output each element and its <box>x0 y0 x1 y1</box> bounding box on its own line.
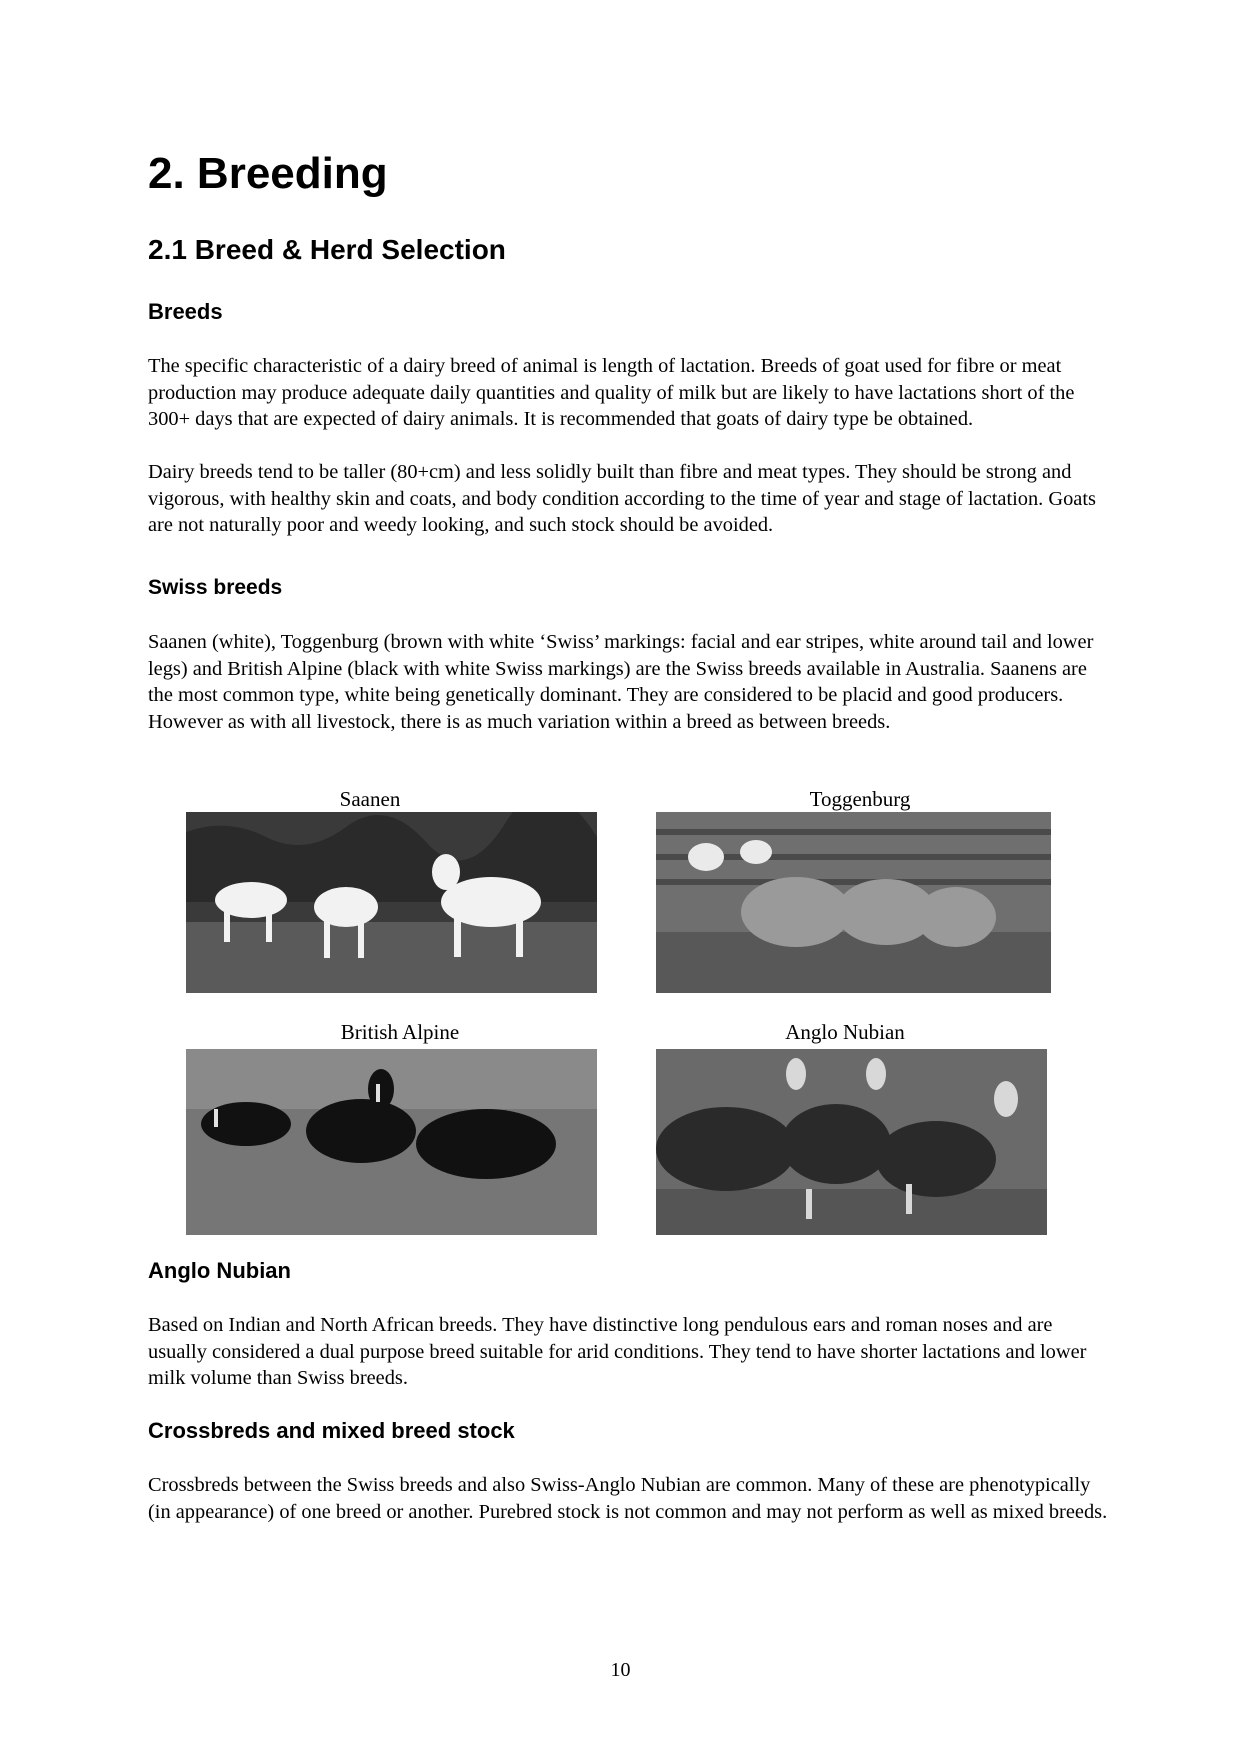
breeds-paragraph-2: Dairy breeds tend to be taller (80+cm) and less solidly built than fibre and meat types. They should be strong and vigorous, with healthy skin and coats, and body condition according to the time of year and stage of lactation. Goats are not naturally poor and weedy looking, and such stock should be avoided. <box>148 461 1096 537</box>
toggenburg-caption: Toggenburg <box>809 787 911 811</box>
saanen-caption: Saanen <box>339 787 401 811</box>
swiss-breeds-heading: Swiss breeds <box>148 576 283 599</box>
toggenburg-photo <box>656 812 1051 993</box>
crossbreds-heading: Crossbreds and mixed breed stock <box>148 1418 515 1443</box>
chapter-title: 2. Breeding <box>148 149 388 198</box>
british-alpine-photo <box>186 1049 597 1235</box>
anglo-nubian-caption: Anglo Nubian <box>785 1020 905 1044</box>
anglo-nubian-paragraph: Based on Indian and North African breeds. They have distinctive long pendulous ears and roman noses and are usually considered a dual purpose breed suitable for arid conditions. They tend to have shorter lactations and lower milk volume than Swiss breeds. <box>148 1314 1087 1390</box>
anglo-nubian-heading: Anglo Nubian <box>148 1258 291 1283</box>
swiss-breeds-paragraph: Saanen (white), Toggenburg (brown with white ‘Swiss’ markings: facial and ear stripes, white around tail and lower legs) and British Alpine (black with white Swiss markings) are the Swiss breeds available in Australia. Saanens are the most common type, white being genetically dominant. They are considered to be placid and good producers. However as with all livestock, there is as much variation within a breed as between breeds. <box>148 631 1094 733</box>
breeds-heading: Breeds <box>148 299 223 324</box>
crossbreds-paragraph: Crossbreds between the Swiss breeds and also Swiss-Anglo Nubian are common. Many of these are phenotypically (in appearance) of one breed or another. Purebred stock is not common and may not perform as well as mixed breeds. <box>148 1474 1108 1523</box>
section-title: 2.1 Breed & Herd Selection <box>148 234 506 265</box>
page-number: 10 <box>610 1659 631 1681</box>
british-alpine-caption: British Alpine <box>340 1020 460 1044</box>
anglo-nubian-photo <box>656 1049 1047 1235</box>
breeds-paragraph-1: The specific characteristic of a dairy breed of animal is length of lactation. Breeds of goat used for fibre or meat production may produce adequate daily quantities and quality of milk but are likely to have lactations short of the 300+ days that are expected of dairy animals. It is recommended that goats of dairy type be obtained. <box>148 355 1075 431</box>
saanen-photo <box>186 812 597 993</box>
